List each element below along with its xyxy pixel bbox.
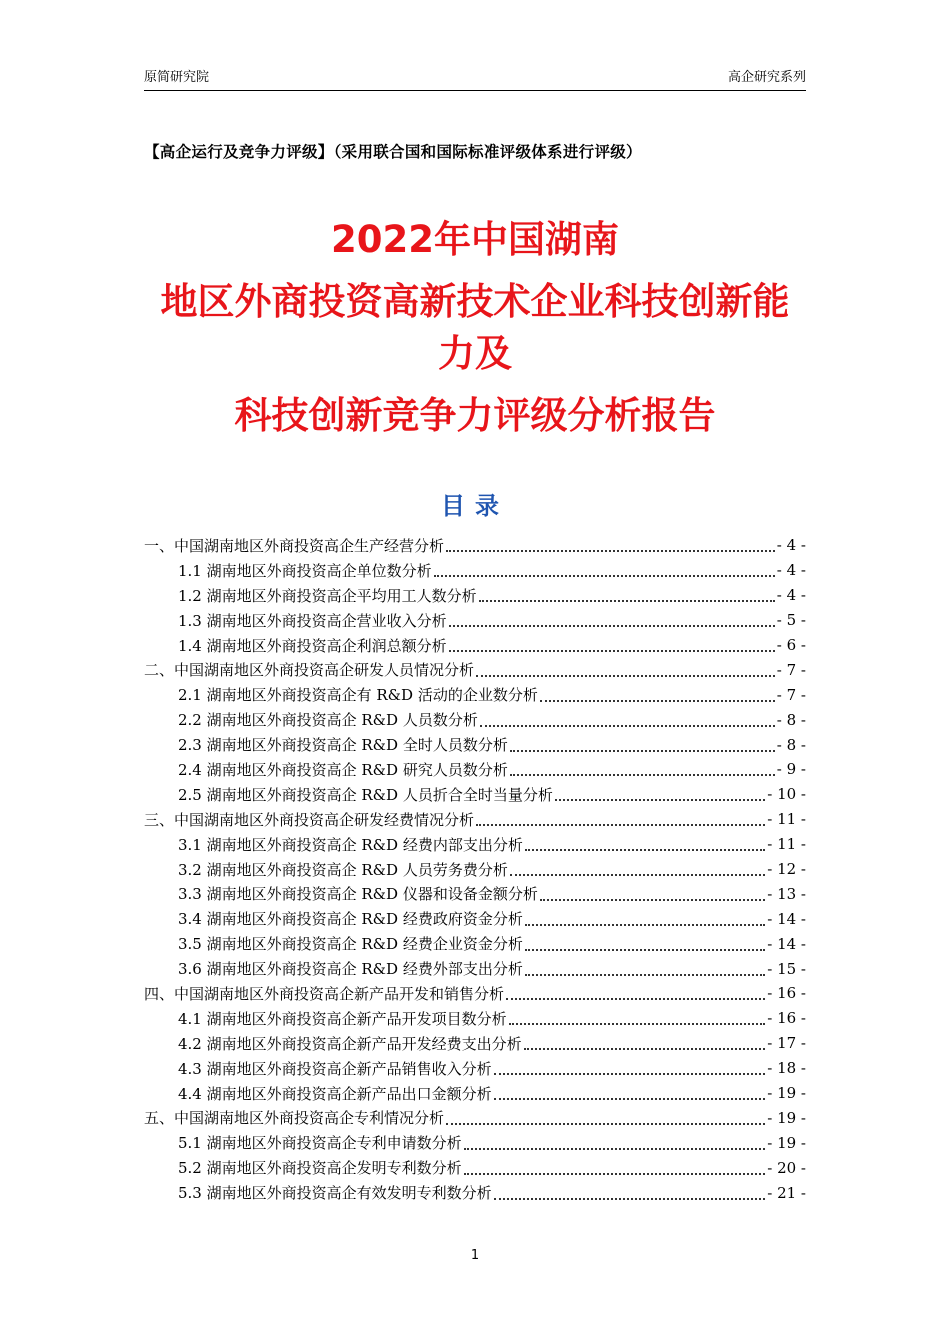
toc-entry[interactable]	[144, 782, 806, 807]
toc-entry-page: - 14 -	[767, 934, 806, 953]
toc-entry[interactable]	[144, 707, 806, 732]
toc-entry-text: 3.6 湖南地区外商投资高企 R&D 经费外部支出分析	[178, 960, 523, 979]
table-of-contents	[144, 533, 806, 1205]
toc-entry-page: - 15 -	[767, 959, 806, 978]
toc-leader-dots	[449, 632, 775, 652]
toc-leader-dots	[449, 607, 775, 627]
toc-leader-dots	[510, 732, 775, 752]
toc-entry[interactable]	[144, 1031, 806, 1056]
toc-entry[interactable]	[144, 583, 806, 608]
toc-leader-dots	[509, 1005, 766, 1025]
toc-entry-text: 4.1 湖南地区外商投资高企新产品开发项目数分析	[178, 1009, 507, 1028]
title-line-1: 2022年中国湖南	[331, 218, 619, 261]
toc-entry[interactable]	[144, 757, 806, 782]
toc-entry-text: 2.5 湖南地区外商投资高企 R&D 人员折合全时当量分析	[178, 785, 553, 804]
toc-entry[interactable]	[144, 608, 806, 633]
toc-entry-text: 5.1 湖南地区外商投资高企专利申请数分析	[178, 1134, 462, 1153]
toc-entry-text: 2.4 湖南地区外商投资高企 R&D 研究人员数分析	[178, 760, 508, 779]
toc-entry-text: 1.3 湖南地区外商投资高企营业收入分析	[178, 611, 447, 630]
toc-entry[interactable]	[144, 807, 806, 832]
toc-entry[interactable]	[144, 1155, 806, 1180]
toc-leader-dots	[540, 881, 765, 901]
toc-entry-page: - 11 -	[767, 835, 806, 854]
toc-entry-page: - 8 -	[776, 735, 806, 754]
toc-entry[interactable]	[144, 832, 806, 857]
toc-leader-dots	[525, 931, 765, 951]
toc-leader-dots	[540, 682, 775, 702]
toc-heading: 目录	[441, 492, 509, 520]
toc-entry-text: 二、中国湖南地区外商投资高企研发人员情况分析	[144, 661, 475, 680]
toc-entry-text: 三、中国湖南地区外商投资高企研发经费情况分析	[144, 810, 475, 829]
toc-entry[interactable]	[144, 931, 806, 956]
toc-entry-page: - 16 -	[767, 1009, 806, 1028]
toc-entry-page: - 7 -	[776, 660, 806, 679]
toc-entry-text: 1.4 湖南地区外商投资高企利润总额分析	[178, 636, 447, 655]
toc-entry-text: 一、中国湖南地区外商投资高企生产经营分析	[144, 536, 445, 555]
toc-entry[interactable]	[144, 1105, 806, 1130]
toc-leader-dots	[494, 1080, 766, 1100]
page-number: 1	[470, 1248, 480, 1263]
toc-entry[interactable]	[144, 1130, 806, 1155]
toc-entry[interactable]	[144, 1006, 806, 1031]
toc-entry-text: 五、中国湖南地区外商投资高企专利情况分析	[144, 1109, 445, 1128]
toc-leader-dots	[446, 1105, 765, 1125]
toc-entry[interactable]	[144, 558, 806, 583]
toc-entry[interactable]	[144, 906, 806, 931]
toc-entry-page: - 12 -	[767, 860, 806, 879]
toc-entry[interactable]	[144, 732, 806, 757]
toc-entry[interactable]	[144, 857, 806, 882]
toc-leader-dots	[525, 831, 765, 851]
toc-entry[interactable]	[144, 956, 806, 981]
toc-entry-page: - 18 -	[767, 1059, 806, 1078]
toc-entry-text: 3.2 湖南地区外商投资高企 R&D 人员劳务费分析	[178, 860, 508, 879]
title-line-3: 力及	[438, 332, 512, 375]
toc-entry-text: 4.2 湖南地区外商投资高企新产品开发经费支出分析	[178, 1034, 522, 1053]
toc-entry[interactable]	[144, 633, 806, 658]
toc-entry-text: 2.1 湖南地区外商投资高企有 R&D 活动的企业数分析	[178, 686, 538, 705]
toc-entry-page: - 19 -	[767, 1108, 806, 1127]
toc-entry-text: 5.3 湖南地区外商投资高企有效发明专利数分析	[178, 1184, 492, 1203]
toc-entry-text: 5.2 湖南地区外商投资高企发明专利数分析	[178, 1159, 462, 1178]
toc-leader-dots	[464, 1155, 766, 1175]
toc-entry-text: 3.4 湖南地区外商投资高企 R&D 经费政府资金分析	[178, 910, 523, 929]
rating-line: 【高企运行及竞争力评级】（采用联合国和国际标准评级体系进行评级）	[144, 142, 642, 161]
toc-entry-text: 1.2 湖南地区外商投资高企平均用工人数分析	[178, 586, 477, 605]
toc-entry-page: - 21 -	[767, 1183, 806, 1202]
toc-leader-dots	[480, 707, 775, 727]
header-left-text: 原简研究院	[144, 70, 210, 85]
toc-entry-page: - 19 -	[767, 1133, 806, 1152]
toc-leader-dots	[434, 557, 775, 577]
toc-entry[interactable]	[144, 1081, 806, 1106]
toc-entry-text: 4.4 湖南地区外商投资高企新产品出口金额分析	[178, 1084, 492, 1103]
toc-entry-page: - 17 -	[767, 1034, 806, 1053]
toc-entry[interactable]	[144, 657, 806, 682]
toc-leader-dots	[524, 1030, 766, 1050]
toc-entry-page: - 16 -	[767, 984, 806, 1003]
toc-entry-text: 2.3 湖南地区外商投资高企 R&D 全时人员数分析	[178, 736, 508, 755]
toc-entry-page: - 11 -	[767, 810, 806, 829]
toc-leader-dots	[494, 1180, 766, 1200]
toc-entry-page: - 10 -	[767, 785, 806, 804]
toc-entry-text: 3.3 湖南地区外商投资高企 R&D 仪器和设备金额分析	[178, 885, 538, 904]
toc-leader-dots	[510, 756, 775, 776]
toc-entry-page: - 5 -	[776, 611, 806, 630]
toc-entry-page: - 4 -	[776, 536, 806, 555]
toc-entry[interactable]	[144, 981, 806, 1006]
page-header	[144, 66, 806, 91]
toc-leader-dots	[494, 1055, 766, 1075]
toc-entry-page: - 13 -	[767, 884, 806, 903]
toc-entry-text: 2.2 湖南地区外商投资高企 R&D 人员数分析	[178, 711, 478, 730]
toc-entry-page: - 4 -	[776, 561, 806, 580]
toc-leader-dots	[525, 956, 765, 976]
header-right-text: 高企研究系列	[727, 70, 806, 85]
toc-leader-dots	[446, 532, 775, 552]
toc-entry-page: - 7 -	[776, 685, 806, 704]
toc-entry[interactable]	[144, 682, 806, 707]
toc-entry-page: - 20 -	[767, 1158, 806, 1177]
toc-leader-dots	[525, 906, 765, 926]
toc-entry-page: - 8 -	[776, 710, 806, 729]
toc-leader-dots	[479, 582, 775, 602]
title-line-4: 科技创新竞争力评级分析报告	[234, 394, 716, 437]
toc-entry-page: - 4 -	[776, 586, 806, 605]
toc-leader-dots	[476, 657, 775, 677]
toc-entry[interactable]	[144, 1056, 806, 1081]
toc-entry-text: 3.5 湖南地区外商投资高企 R&D 经费企业资金分析	[178, 935, 523, 954]
toc-leader-dots	[464, 1130, 766, 1150]
toc-entry-text: 1.1 湖南地区外商投资高企单位数分析	[178, 561, 432, 580]
toc-entry[interactable]	[144, 881, 806, 906]
toc-entry-page: - 9 -	[776, 760, 806, 779]
toc-entry-page: - 6 -	[776, 636, 806, 654]
toc-leader-dots	[510, 856, 765, 876]
toc-entry-text: 3.1 湖南地区外商投资高企 R&D 经费内部支出分析	[178, 835, 523, 854]
title-line-2: 地区外商投资高新技术企业科技创新能	[160, 280, 790, 323]
toc-entry-page: - 14 -	[767, 909, 806, 928]
toc-entry[interactable]	[144, 1180, 806, 1205]
toc-leader-dots	[476, 806, 765, 826]
toc-entry-text: 四、中国湖南地区外商投资高企新产品开发和销售分析	[144, 984, 505, 1003]
toc-entry-text: 4.3 湖南地区外商投资高企新产品销售收入分析	[178, 1059, 492, 1078]
toc-leader-dots	[506, 980, 765, 1000]
toc-entry-page: - 19 -	[767, 1084, 806, 1103]
toc-leader-dots	[555, 781, 765, 801]
toc-entry[interactable]	[144, 533, 806, 558]
